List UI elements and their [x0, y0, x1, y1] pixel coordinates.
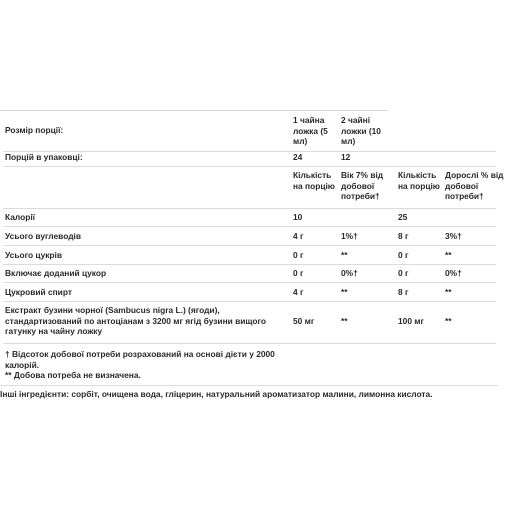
value-3: 0 г: [398, 250, 409, 260]
footnote-daily-value: † Відсоток добової потреби розрахований на основі дієти у 2000 калорій.: [5, 349, 275, 370]
row-label: Включає доданий цукор: [5, 268, 107, 278]
value-4: 0%†: [445, 268, 462, 278]
value-1: 50 мг: [293, 316, 315, 326]
column-header-amount-2: Кількість на порцію: [398, 170, 440, 191]
value-2: 12: [341, 152, 351, 162]
row-divider: [3, 343, 496, 344]
row-divider: [3, 166, 496, 167]
value-4: **: [445, 316, 452, 326]
serving-size-1: 1 чайна ложка (5 мл): [293, 115, 328, 146]
value-3: 0 г: [398, 268, 409, 278]
top-divider: [0, 110, 388, 111]
value-4: **: [445, 250, 452, 260]
value-1: 0 г: [293, 250, 304, 260]
value-2: **: [341, 250, 348, 260]
serving-size-2: 2 чайні ложки (10 мл): [341, 115, 381, 146]
value-3: 25: [398, 212, 408, 222]
row-divider: [3, 282, 496, 283]
row-divider: [3, 264, 496, 265]
value-3: 8 г: [398, 231, 409, 241]
row-divider: [3, 245, 496, 246]
value-4: **: [445, 287, 452, 297]
value-1: 0 г: [293, 268, 304, 278]
row-label: Розмір порції:: [5, 125, 64, 135]
row-label: Калорії: [5, 212, 35, 222]
other-ingredients: Інші інгредієнти: сорбіт, очищена вода, гліцерин, натуральний ароматизатор малини, лимонна кислота.: [0, 389, 433, 399]
value-2: 1%†: [341, 231, 358, 241]
value-1: 24: [293, 152, 303, 162]
value-1: 4 г: [293, 287, 304, 297]
value-2: **: [341, 287, 348, 297]
column-header-amount-1: Кількість на порцію: [293, 170, 335, 191]
footnote-divider: [0, 385, 498, 386]
row-label: Усього вуглеводів: [5, 231, 82, 241]
value-1: 4 г: [293, 231, 304, 241]
row-label: Цукровий спирт: [5, 287, 72, 297]
row-label: Екстракт бузини чорної (Sambucus nigra L.) (ягоди), стандартизований по антоціанам з 3200 мг ягід бузини вищого гатунку на чайну ложку: [5, 305, 266, 336]
value-2: **: [341, 316, 348, 326]
row-label: Порцій в упаковці:: [5, 152, 83, 162]
column-header-dv-adult: Дорослі % від добової потреби†: [445, 170, 504, 201]
value-3: 8 г: [398, 287, 409, 297]
row-divider: [3, 226, 496, 227]
value-3: 100 мг: [398, 316, 424, 326]
row-label: Усього цукрів: [5, 250, 63, 260]
value-1: 10: [293, 212, 303, 222]
footnote-not-established: ** Добова потреба не визначена.: [5, 370, 141, 380]
column-header-dv-child: Вік 7% від добової потреби†: [341, 170, 384, 201]
row-divider: [3, 208, 496, 209]
row-divider: [3, 301, 496, 302]
value-2: 0%†: [341, 268, 358, 278]
value-4: 3%†: [445, 231, 462, 241]
